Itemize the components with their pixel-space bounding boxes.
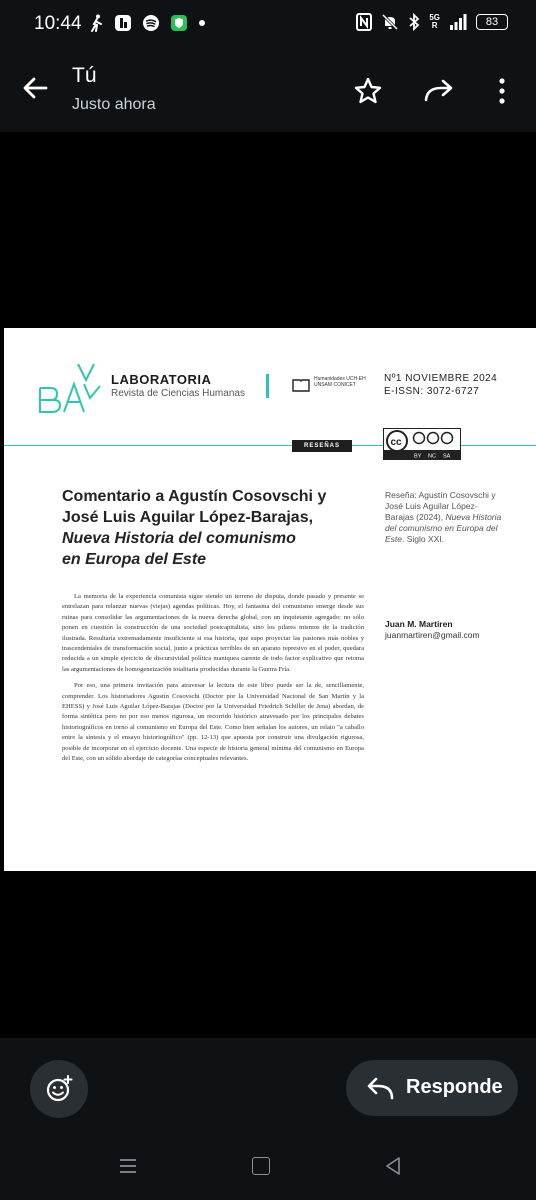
signal-icon [449,14,467,30]
review-note-prefix: Reseña: Agustín Cosovschi y José Luis Aguilar López-Barajas (2024), [385,490,496,522]
network-type [429,14,440,30]
dot-icon [198,19,206,27]
creative-commons-icon [383,428,461,460]
humanidades-text: Humanidades UCH-EH UNSAM CONICET [314,376,366,388]
react-button[interactable] [30,1060,88,1118]
back-arrow-icon[interactable] [20,72,52,104]
cc-label-nc: NC [428,453,436,460]
bottom-bar [0,1038,536,1200]
nav-back-icon[interactable] [384,1156,402,1176]
bluetooth-icon [408,13,420,31]
book-icon [292,378,310,392]
review-note-suffix: . Siglo XXI. [402,534,445,544]
cc-label-sa: SA [443,453,451,460]
home-icon[interactable] [252,1157,270,1175]
network-label: 5G [429,13,440,22]
laboratoria-logo-icon [34,358,106,416]
image-viewer[interactable] [0,132,536,1038]
mute-icon [381,13,399,31]
chat-subtitle: Justo ahora [72,96,156,113]
notification-app-icon [114,14,132,32]
document-image [4,328,536,871]
header-divider [266,374,269,398]
title-line-3: Nueva Historia del comunismo [62,530,296,547]
paragraph-2: Por eso, una primera invitación para atravesar la lectura de este libro puede ser la de, sencillamente, comprender. Los historiadores Agustín Cosovschi (Doctor por la Universidad Nacional de San Martín y la EHESS) y José Luis Aguilar López-Barajas (Doctor por la Universidad Friedrich Schiller de Jena) abordan, de forma sintética pero no por eso menos rigurosa, un recorrido histórico atravesado por los principales debates historiográficos en torno al comunismo en Europa del Este. Como bien señalan los autores, un relato "a caballo entre la síntesis y el ensayo historiográfico" (pp. 12-13) que apuesta por construir una divulgación rigurosa, posible de incorporar en el ejercicio docente. Una especie de historia general mínima del comunismo en Europa del Este, con un sólido abordaje de categorías conceptuales relevantes. [62,682,364,763]
section-tag: RESEÑAS [292,440,352,452]
title-line-4: en Europa del Este [62,551,207,568]
network-sub: R [431,21,438,30]
security-app-icon [170,14,188,32]
status-time: 10:44 [34,13,82,34]
author-name: Juan M. Martiren [385,619,453,629]
article-title [62,486,362,570]
brand-name: LABORATORIA [111,372,212,387]
app-bar [0,50,536,132]
spotify-icon [142,14,160,32]
star-icon[interactable] [353,76,383,106]
status-icons-right [356,13,508,31]
walking-icon [90,14,104,32]
article-body [62,592,364,771]
battery-icon: 83 [476,14,508,30]
status-icons-left [90,14,206,32]
brand-subtitle: Revista de Ciencias Humanas [111,388,245,399]
reply-label: Responde [406,1076,503,1098]
recent-apps-icon[interactable] [118,1156,138,1176]
review-note [385,490,505,545]
forward-icon[interactable] [423,76,457,106]
author-email: juanmartiren@gmail.com [385,630,480,640]
reply-icon [366,1076,394,1100]
issue-number: Nº1 NOVIEMBRE 2024 [384,373,498,384]
review-note-book: Nueva Historia del comunismo en Europa del Este [385,512,502,544]
issn: E-ISSN: 3072-6727 [384,386,480,397]
reply-button[interactable] [346,1060,518,1116]
system-nav-bar [0,1138,536,1200]
nfc-icon [356,13,372,31]
add-reaction-icon [44,1074,74,1104]
cc-label-by: BY [414,453,422,460]
title-line-2: José Luis Aguilar López-Barajas, [62,509,314,526]
title-line-1: Comentario a Agustín Cosovschi y [62,488,327,505]
status-bar [0,0,536,50]
chat-title: Tú [72,64,97,87]
paragraph-1: La memoria de la experiencia comunista sigue siendo un terreno de disputa, donde pasado y presente se entrelazan para relanzar nuevas (viejas) agendas políticas. Hoy, el fantasma del comunismo emerge desde sus ruinas para consolidar las argumentaciones de la nueva derecha global, con un inquietante agregado: no sólo ponen en cuestión la construcción de una sociedad postcapitalista, sino los pilares mismos de la tradición ilustrada. Resultaría extremadamente insuficiente si esa historia, que supo proyectar las pasiones más nobles y trascendentales de transformación social, junto a prácticas terribles de un aparato represivo en el poder, quedara reducida a un simple ejercicio de discursividad política maniquea carente de todo factor explicativo que retoma las argumentaciones de homogeneización totalitaria producidas durante la Guerra Fría. [62,593,364,673]
svg-text:cc: cc [390,437,402,448]
more-options-icon[interactable] [490,76,514,106]
